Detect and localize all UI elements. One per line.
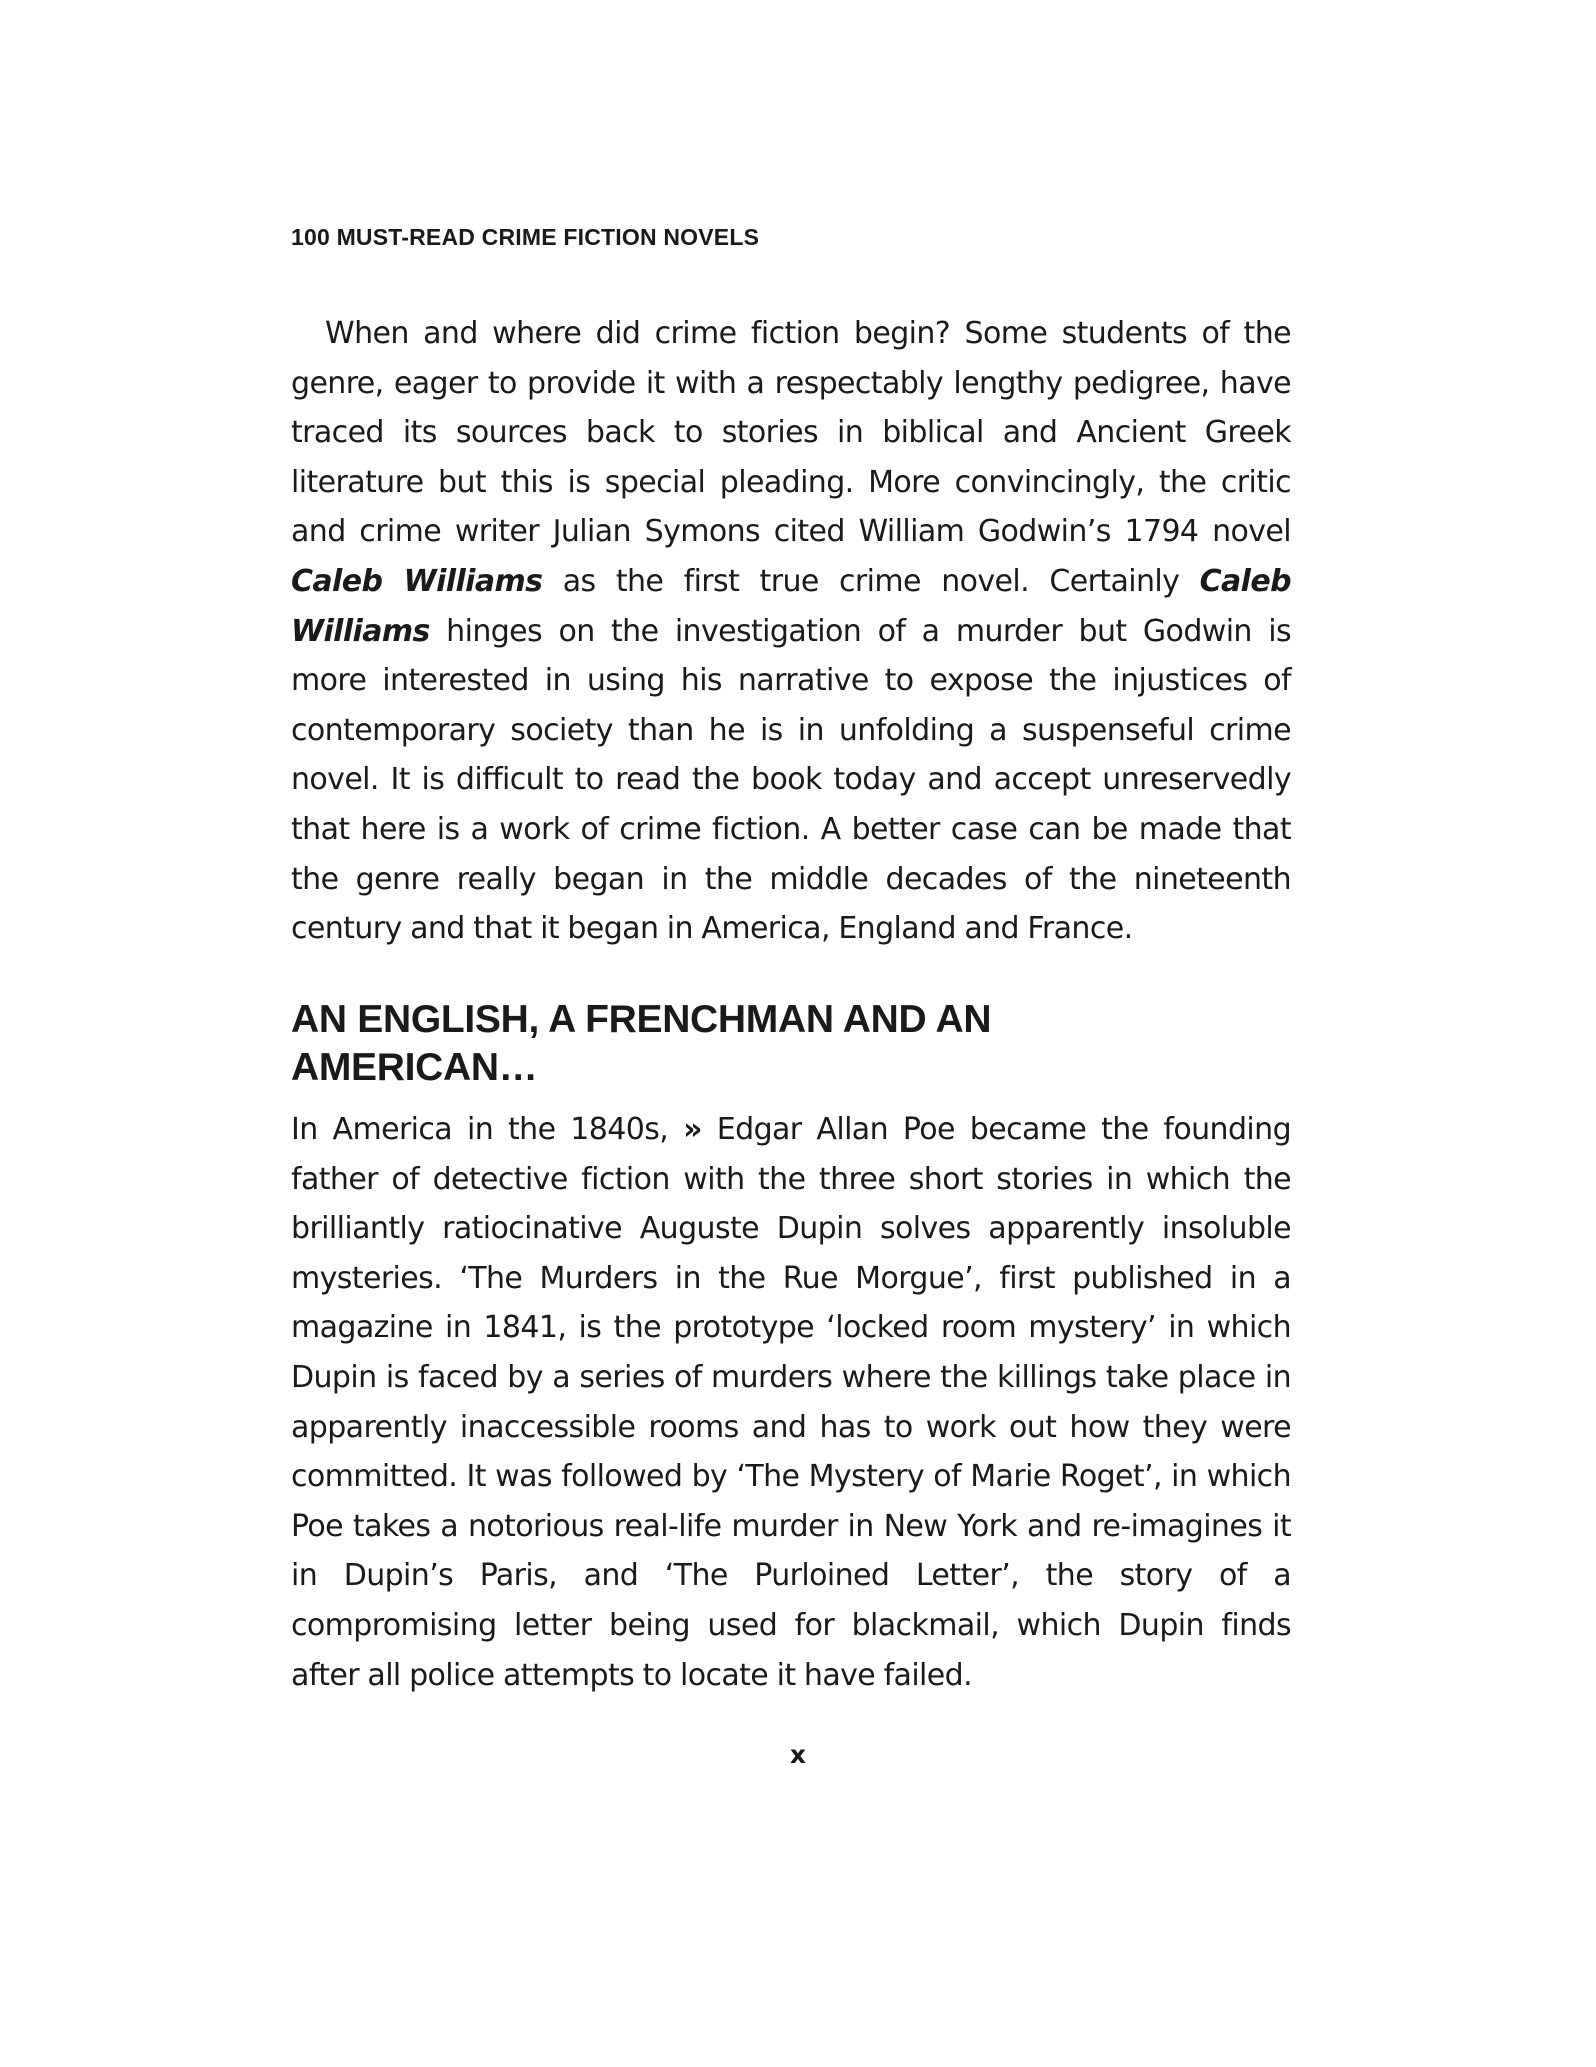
poe-paragraph-text-2: Edgar Allan Poe became the founding father of detective fiction with the three short stories in which the brilliantly ratiocinative Auguste Dupin solves apparently insoluble mysteries. ‘The Murders in the Rue Morgue’, first published in a magazine in 1841, is the prototype ‘locked room mystery’ in which Dupin is faced by a series of murders where the killings take place in apparently inaccessible rooms and has to work out how they were committed. It was followed by ‘The Mystery of Marie Roget’, in which Poe takes a notorious real-life murder in New York and re-imagines it in Dupin’s Paris, and ‘The Purloined Letter’, the story of a compromising letter being used for blackmail, which Dupin finds after all police attempts to locate it have failed. [291, 1112, 1292, 1693]
page-number: x [789, 1740, 807, 1769]
section-heading-line-2: AMERICAN… [291, 1046, 538, 1089]
section-heading [291, 996, 1291, 1092]
running-head: 100 MUST-READ CRIME FICTION NOVELS [291, 224, 760, 250]
poe-paragraph [291, 1105, 1291, 1700]
section-heading-line-1: AN ENGLISH, A FRENCHMAN AND AN [291, 998, 992, 1041]
cross-reference-marker: » [683, 1112, 702, 1147]
book-title-caleb-williams-2: Caleb Williams [291, 563, 1291, 649]
intro-paragraph-text-1: When and where did crime fiction begin? Some students of the genre, eager to provide it with a respectably lengthy pedigree, have traced its sources back to stories in biblical and Ancient Greek literature but this is special pleading. More convincingly, the critic and crime writer Julian Symons cited William Godwin’s 1794 novel [291, 316, 1291, 550]
intro-paragraph-text-2: as the first true crime novel. Certainly [542, 563, 1200, 599]
intro-paragraph [291, 309, 1291, 954]
poe-paragraph-text-1: In America in the 1840s, [291, 1112, 684, 1147]
intro-paragraph-text-3: hinges on the investigation of a murder but Godwin is more interested in using his narrative to expose the injustices of contemporary society than he is in unfolding a suspenseful crime novel. It is difficult to read the book today and accept unreservedly that here is a work of crime fiction. A better case can be made that the genre really began in the middle decades of the nineteenth century and that it began in America, England and France. [291, 613, 1291, 947]
book-title-caleb-williams: Caleb Williams [291, 563, 543, 599]
